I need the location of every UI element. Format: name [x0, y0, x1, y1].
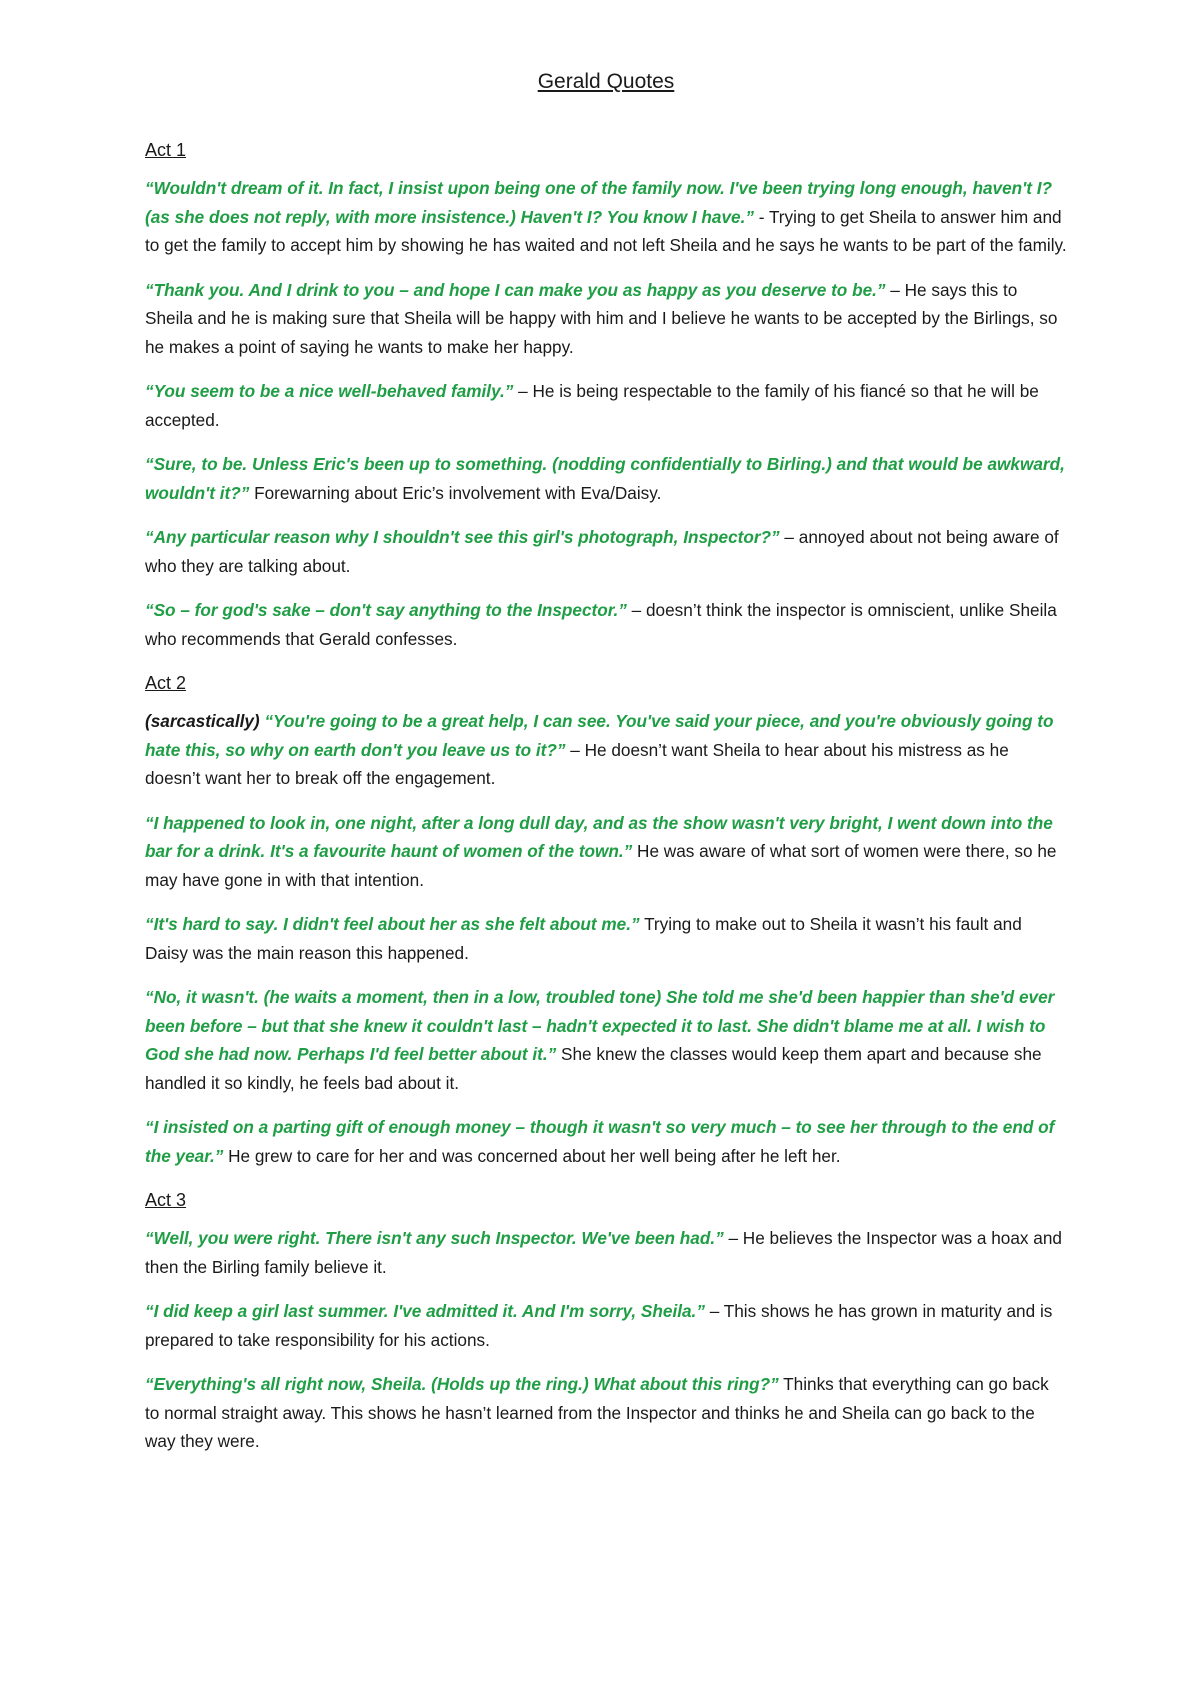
quote-text: “Well, you were right. There isn't any such Inspector. We've been had.” — [145, 1228, 724, 1248]
quote-entry — [145, 276, 1067, 362]
analysis-text: – He says this to Sheila and he is making sure that Sheila will be happy with him and I believe he wants to be accepted by the Birlings, so he makes a point of saying he wants to make her happy. — [145, 279, 1058, 357]
quote-text: “No, it wasn't. (he waits a moment, then in a low, troubled tone) She told me she'd been happier than she'd ever been before – but that she knew it couldn't last – hadn't expected it to last. She didn't blame me at all. I wish to God she had now. Perhaps I'd feel better about it.” — [145, 987, 1055, 1064]
analysis-text: - Trying to get Sheila to answer him and to get the family to accept him by showing he has waited and not left Sheila and he says he wants to be part of the family. — [145, 206, 1067, 255]
quote-text: “So – for god's sake – don't say anything to the Inspector.” — [145, 600, 627, 620]
analysis-text: – annoyed about not being aware of who they are talking about. — [145, 527, 1059, 576]
act-section — [145, 671, 1067, 1170]
quote-entry — [145, 450, 1067, 507]
page-title: Gerald Quotes — [537, 70, 675, 93]
quote-entry — [145, 707, 1067, 793]
quote-text: “Sure, to be. Unless Eric's been up to something. (nodding confidentially to Birling.) and that would be awkward, wouldn't it?” — [145, 454, 1065, 503]
acts-container — [145, 138, 1067, 1456]
quote-text: “I insisted on a parting gift of enough money – though it wasn't so very much – to see her through to the end of the year.” — [145, 1117, 1055, 1166]
quote-text: “It's hard to say. I didn't feel about her as she felt about me.” — [145, 914, 640, 934]
analysis-text: He was aware of what sort of women were there, so he may have gone in with that intention. — [145, 841, 1057, 890]
quote-entry — [145, 1370, 1067, 1456]
quote-text: “Everything's all right now, Sheila. (Holds up the ring.) What about this ring?” — [145, 1374, 779, 1394]
quote-entry — [145, 1297, 1067, 1354]
quote-text: “You seem to be a nice well-behaved family.” — [145, 381, 514, 401]
quote-entry — [145, 910, 1067, 967]
analysis-text: Trying to make out to Sheila it wasn’t his fault and Daisy was the main reason this happened. — [145, 914, 1022, 963]
quote-entry — [145, 1224, 1067, 1281]
quote-entry — [145, 983, 1067, 1097]
quote-entry — [145, 174, 1067, 260]
quote-text: “I did keep a girl last summer. I've admitted it. And I'm sorry, Sheila.” — [145, 1301, 705, 1321]
quote-text: “You're going to be a great help, I can see. You've said your piece, and you're obviously going to hate this, so why on earth don't you leave us to it?” — [145, 711, 1054, 760]
analysis-text: Thinks that everything can go back to normal straight away. This shows he hasn’t learned from the Inspector and thinks he and Sheila can go back to the way they were. — [145, 1374, 1049, 1451]
quote-text: “I happened to look in, one night, after a long dull day, and as the show wasn't very bright, I went down into the bar for a drink. It's a favourite haunt of women of the town.” — [145, 812, 1053, 861]
act-heading: Act 2 — [145, 673, 187, 693]
act-heading: Act 3 — [145, 1190, 187, 1210]
quote-text: “Wouldn't dream of it. In fact, I insist upon being one of the family now. I've been trying long enough, haven't I? (as she does not reply, with more insistence.) Haven't I? You know I have.” — [145, 178, 1052, 227]
act-section — [145, 1188, 1067, 1456]
analysis-text: – He believes the Inspector was a hoax and then the Birling family believe it. — [145, 1228, 1062, 1277]
quote-text: “Any particular reason why I shouldn't see this girl's photograph, Inspector?” — [145, 527, 780, 547]
quote-entry — [145, 809, 1067, 895]
analysis-text: She knew the classes would keep them apart and because she handled it so kindly, he feels bad about it. — [145, 1044, 1042, 1093]
act-heading: Act 1 — [145, 140, 187, 160]
document-page — [145, 68, 1067, 1474]
analysis-text: Forewarning about Eric’s involvement with Eva/Daisy. — [249, 482, 662, 503]
analysis-text: – He is being respectable to the family of his fiancé so that he will be accepted. — [145, 381, 1039, 430]
quote-entry — [145, 1113, 1067, 1170]
analysis-text: – This shows he has grown in maturity and is prepared to take responsibility for his actions. — [145, 1301, 1053, 1350]
analysis-text: – He doesn’t want Sheila to hear about his mistress as he doesn’t want her to break off the engagement. — [145, 739, 1009, 788]
quote-entry — [145, 377, 1067, 434]
analysis-text: He grew to care for her and was concerned about her well being after he left her. — [223, 1145, 841, 1166]
quote-entry — [145, 596, 1067, 653]
quote-text: “Thank you. And I drink to you – and hope I can make you as happy as you deserve to be.” — [145, 279, 886, 300]
act-section — [145, 138, 1067, 653]
stage-direction: (sarcastically) — [145, 711, 265, 731]
analysis-text: – doesn’t think the inspector is omniscient, unlike Sheila who recommends that Gerald confesses. — [145, 600, 1057, 649]
quote-entry — [145, 523, 1067, 580]
